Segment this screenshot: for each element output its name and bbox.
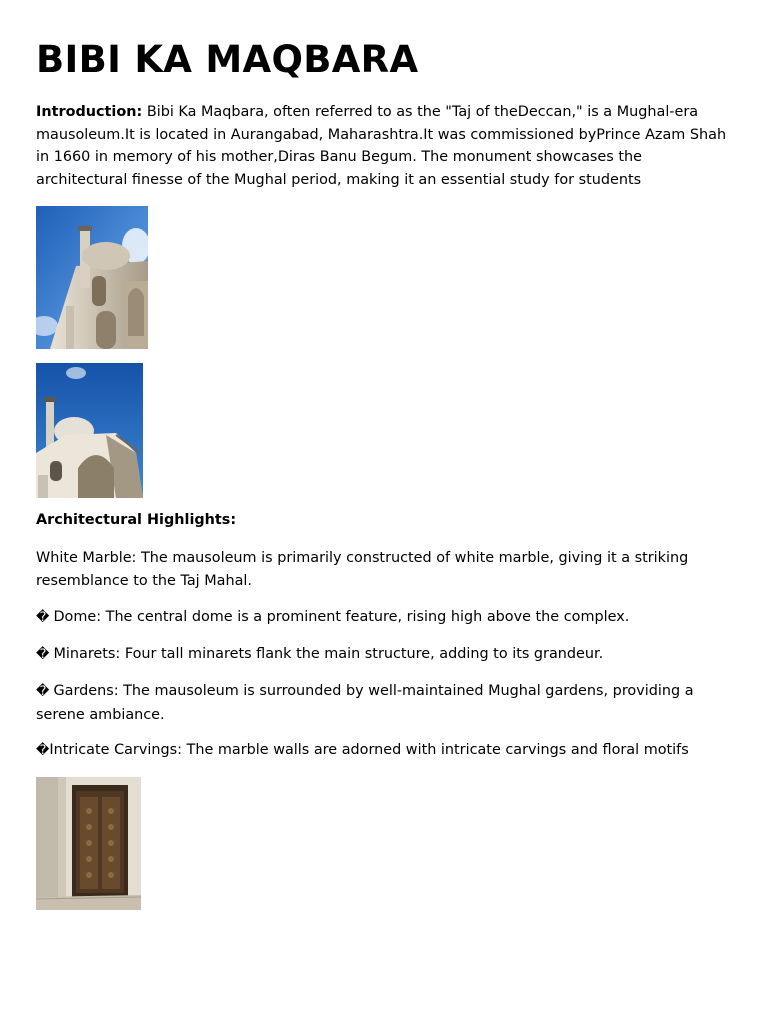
- highlight-dome: [36, 606, 736, 630]
- page-title: BIBI KA MAQBARA: [36, 38, 419, 81]
- intro-text: Bibi Ka Maqbara, often referred to as the "Taj of theDeccan," is a Mughal-era mausoleum.It is located in Aurangabad, Maharashtra.It was commissioned byPrince Azam Shah in 1660 in memory of his mother,Diras Banu Begum. The monument showcases the architectural finesse of the Mughal period, making it an essential study for students: [36, 104, 727, 188]
- highlight-minarets: [36, 643, 736, 667]
- intro-paragraph: [36, 101, 736, 191]
- bullet-icon: �: [36, 684, 54, 699]
- bullet-icon: �: [36, 743, 50, 758]
- highlight-carvings: [36, 739, 736, 763]
- monument-photo-2: [36, 363, 143, 498]
- highlight-text: Minarets: Four tall minarets flank the main structure, adding to its grandeur.: [53, 646, 604, 662]
- highlight-gardens: [36, 680, 736, 726]
- highlight-text: Intricate Carvings: The marble walls are adorned with intricate carvings and floral motifs: [49, 742, 689, 758]
- monument-photo-3: [36, 777, 141, 910]
- intro-label: Introduction:: [36, 104, 143, 120]
- highlight-text: White Marble: The mausoleum is primarily constructed of white marble, giving it a striking resemblance to the Taj Mahal.: [36, 550, 689, 589]
- highlight-text: Gardens: The mausoleum is surrounded by well-maintained Mughal gardens, providing a serene ambiance.: [36, 683, 694, 723]
- highlight-white-marble: [36, 547, 736, 592]
- bullet-icon: �: [36, 610, 54, 625]
- bullet-icon: �: [36, 647, 54, 662]
- highlights-heading: Architectural Highlights:: [36, 512, 237, 528]
- monument-photo-1: [36, 206, 148, 349]
- highlight-text: Dome: The central dome is a prominent feature, rising high above the complex.: [53, 609, 630, 625]
